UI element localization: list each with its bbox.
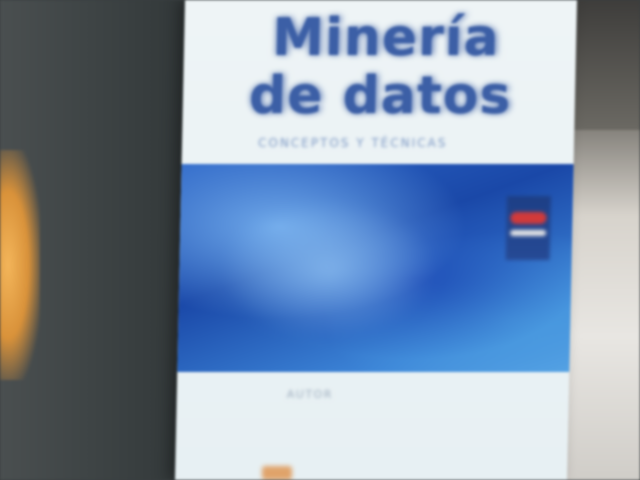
book-subtitle: CONCEPTOS Y TÉCNICAS <box>257 136 448 150</box>
warm-light-glow <box>0 150 40 380</box>
publisher-logo-stripe <box>510 212 546 224</box>
book-title-line-1: Minería <box>271 8 501 68</box>
publisher-logo <box>506 196 551 260</box>
finger-tip <box>262 466 292 480</box>
book-title-line-2: de datos <box>248 66 513 126</box>
book-cover <box>175 0 577 480</box>
cover-artwork-highlight <box>218 200 441 340</box>
publisher-logo-band <box>510 230 546 236</box>
book-author: AUTOR <box>286 388 334 401</box>
